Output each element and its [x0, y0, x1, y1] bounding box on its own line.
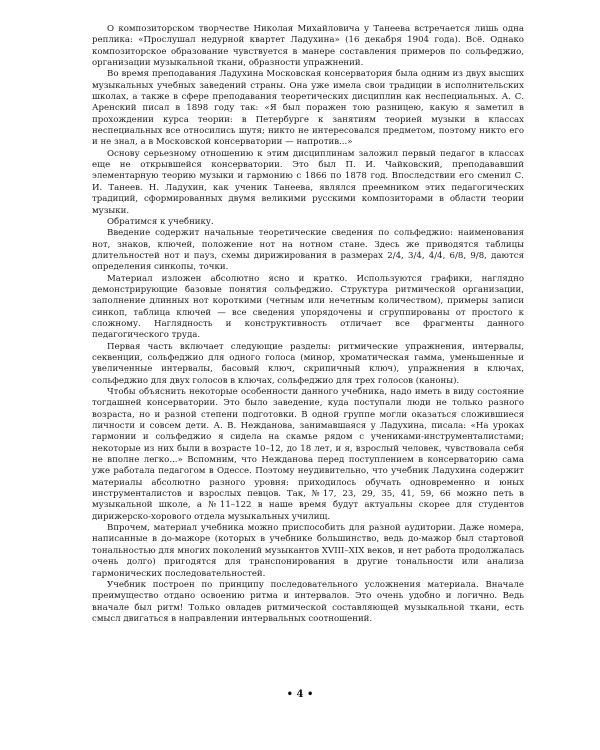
paragraph: Во время преподавания Ладухина Московская консерватория была одним из двух высших музыкальных учебных заведений страны. Она уже имела свои традиции в исполнительских школах, а также в сфере преподавания теоретических дисциплин как неспециальных. А. С. Аренский писал в 1898 году так: «Я был поражен тою разницею, какую я заметил в прохождении курса теории: в Петербурге к занятиям теорией музыки в классах неспециальных все относились шутя; никто не интересовался предметом, поэтому никто его и не знал, а в Московской консерватории — напротив...» [92, 69, 524, 148]
paragraph: Учебник построен по принципу последовательного усложнения материала. Вначале преимущество отдано освоению ритма и интервалов. Это очень удобно и логично. Ведь вначале был ритм! Только овладев ритмической составляющей музыкальной ткани, есть смысл двигаться в направлении интервальных соотношений. [92, 579, 524, 624]
page-number: • 4 • [286, 689, 314, 700]
paragraph: Основу серьезному отношению к этим дисциплинам заложил первый педагог в классах еще не открывшейся консерватории. Это был П. И. Чайковский, преподававший элементарную теорию музыки и гармонию с 1866 по 1878 год. Впоследствии его сменил С. И. Танеев. Н. Ладухин, как ученик Танеева, являлся преемником этих педагогических традиций, сформированных двумя великими русскими композиторами в области теории музыки. [92, 148, 524, 216]
paragraph: Впрочем, материал учебника можно приспособить для разной аудитории. Даже номера, написанные в до-мажоре (которых в учебнике большинство, ведь до-мажор был стартовой тональностью для многих поколений музыкантов XVIII–XIX веков, и нет работа продолжалась очень долго) пригодятся для транспонирования в другие тональности или анализа гармонических последовательностей. [92, 523, 524, 579]
paragraph: Чтобы объяснить некоторые особенности данного учебника, надо иметь в виду состояние тогдашней консерватории. Это было заведение, куда поступали люди не только разного возраста, но и разной степени подготовки. В одной группе могли оказаться сложившиеся личности и совсем дети. А. В. Неждановa, занимавшаяся у Ладухина, писала: «На уроках гармонии и сольфеджио я сидела на скамье рядом с учениками-инструменталистами; некоторые из них были в возрасте 10–12, до 18 лет, и я, взрослый человек, чувствовала себя не вполне легко...» Вспомним, что Нежданова перед поступлением в консерваторию сама уже работала педагогом в Одессе. Поэтому неудивительно, что учебник Ладухина содержит материалы абсолютно разного уровня: приходилось обучать одновременно и юных инструменталистов и взрослых певцов. Так, №17, 23, 29, 35, 41, 59, 66 можно петь в музыкальной школе, а №11–122 в наше время будут актуальны скорее для студентов дирижерско-хорового отдела музыкальных училищ. [92, 387, 524, 522]
paragraph: Материал изложен абсолютно ясно и кратко. Используются графики, наглядно демонстрирующие базовые понятия сольфеджио. Структура ритмической организации, заполнение длинных нот короткими (четным или нечетным количеством), примеры записи синкоп, таблица ключей — все сведения упорядочены и сгруппированы от простого к сложному. Наглядность и конструктивность отличает все фрагменты данного педагогического труда. [92, 273, 524, 341]
paragraph: О композиторском творчестве Николая Михайловича у Танеева встречается лишь одна реплика: «Прослушал недурной квартет Ладухина» (16 декабря 1904 года). Всё. Однако композиторское образование чувствуется в манере составления примеров по сольфеджио, организации музыкальной ткани, образности упражнений. [92, 24, 524, 69]
paragraph: Первая часть включает следующие разделы: ритмические упражнения, интервалы, секвенции, сольфеджио для одного голоса (минор, хроматическая гамма, уменьшенные и увеличенные интервалы, басовый ключ, скрипичный ключ), упражнения в ключах, сольфеджио для двух голосов в ключах, сольфеджио для трех голосов (каноны). [92, 341, 524, 386]
paragraph: Обратимся к учебнику. [107, 216, 214, 227]
body-text [92, 24, 524, 625]
paragraph: Введение содержит начальные теоретические сведения по сольфеджио: наименования нот, знаков, ключей, положение нот на нотном стане. Здесь же приводятся таблицы длительностей нот и пауз, схемы дирижирования в размерах 2/4, 3/4, 4/4, 6/8, 9/8, даются определения синкопы, точки. [92, 228, 524, 273]
